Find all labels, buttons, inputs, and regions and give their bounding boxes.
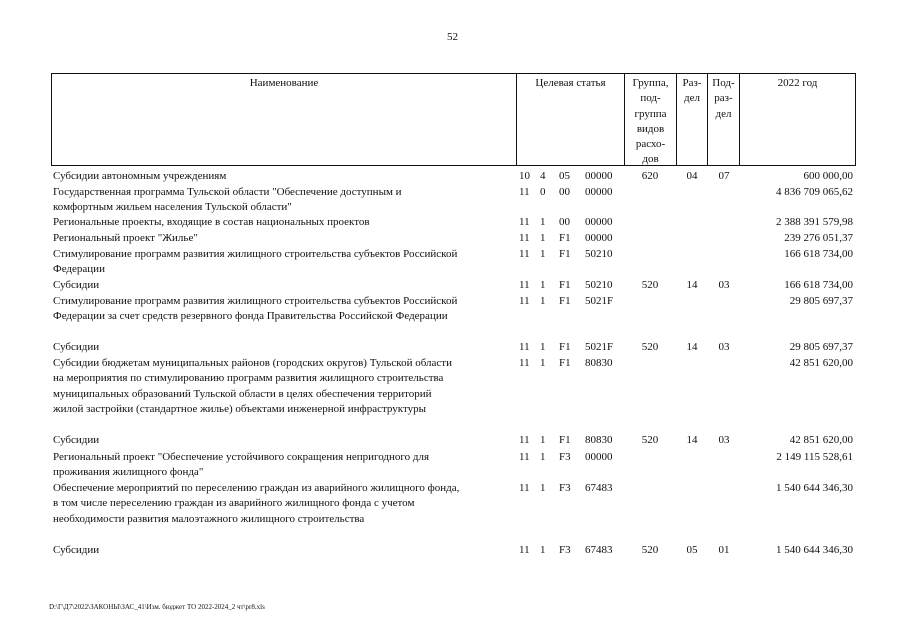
subprogram-code: 0	[540, 186, 546, 198]
row-name-line: Субсидии	[53, 544, 100, 556]
expense-group-code: 620	[641, 170, 659, 182]
header-subsection-line: дел	[715, 107, 732, 120]
subprogram-code: 1	[540, 434, 546, 446]
amount-2022: 29 805 697,37	[789, 295, 853, 307]
row-name-line: необходимости развития малоэтажного жилищного строительства	[53, 512, 365, 525]
program-code: 11	[519, 341, 530, 353]
program-code: 11	[519, 357, 530, 369]
direction-code: 00000	[585, 186, 613, 198]
subprogram-code: 1	[540, 279, 546, 291]
row-name	[53, 433, 516, 448]
subsection-code: 01	[718, 544, 730, 556]
row-name	[53, 340, 516, 355]
project-code: F1	[559, 341, 571, 353]
amount-2022: 600 000,00	[803, 170, 853, 182]
row-name	[53, 185, 516, 216]
row-name-line: Региональный проект "Обеспечение устойчивого сокращения непригодного для	[53, 451, 430, 463]
subprogram-code: 1	[540, 295, 546, 307]
subprogram-code: 1	[540, 357, 546, 369]
amount-2022: 2 149 115 528,61	[776, 451, 853, 463]
row-name-line: Субсидии	[53, 434, 100, 446]
row-name-line: Государственная программа Тульской области "Обеспечение доступным и	[53, 186, 402, 198]
row-name-line: Федерации	[53, 263, 105, 276]
amount-2022: 42 851 620,00	[789, 357, 853, 369]
direction-code: 5021F	[585, 341, 614, 353]
subprogram-code: 1	[540, 232, 546, 244]
row-name-line: муниципальных образований Тульской области в целях обеспечения территорий	[53, 387, 432, 400]
header-name: Наименование	[249, 77, 319, 89]
project-code: 00	[559, 216, 570, 228]
row-name-line: Стимулирование программ развития жилищного строительства субъектов Российской	[53, 248, 458, 260]
direction-code: 5021F	[585, 295, 614, 307]
expense-group-code: 520	[641, 544, 659, 556]
header-expense-group-line: видов	[636, 122, 665, 135]
amount-2022: 2 388 391 579,98	[776, 216, 853, 228]
program-code: 11	[519, 232, 530, 244]
program-code: 11	[519, 451, 530, 463]
project-code: F1	[559, 279, 571, 291]
table-header	[51, 73, 856, 166]
subprogram-code: 1	[540, 544, 546, 556]
row-name-line: жилой застройки (стандартное жилье) объектами инженерной инфраструктуры	[53, 402, 427, 415]
section-code: 04	[686, 170, 698, 182]
subprogram-code: 1	[540, 248, 546, 260]
direction-code: 80830	[585, 434, 613, 446]
header-section-line: Раз-	[682, 77, 702, 89]
header-expense-group	[624, 74, 676, 165]
amount-2022: 1 540 644 346,30	[776, 482, 853, 494]
amount-2022: 1 540 644 346,30	[776, 544, 853, 556]
row-name-line: в том числе переселению граждан из аварийного жилищного фонда с учетом	[53, 497, 415, 510]
row-name-line: Федерации за счет средств резервного фонда Правительства Российской Федерации	[53, 310, 448, 323]
row-name-line: Субсидии автономным учреждениям	[53, 170, 227, 182]
amount-2022: 29 805 697,37	[789, 341, 853, 353]
row-name-line: Обеспечение мероприятий по переселению граждан из аварийного жилищного фонда,	[53, 482, 460, 494]
project-code: F1	[559, 248, 571, 260]
amount-2022: 4 836 709 065,62	[776, 186, 853, 198]
amount-2022: 166 618 734,00	[784, 279, 853, 291]
subprogram-code: 1	[540, 451, 546, 463]
row-name	[53, 543, 516, 558]
direction-code: 00000	[585, 232, 613, 244]
project-code: 00	[559, 186, 570, 198]
row-name-line: проживания жилищного фонда"	[53, 466, 204, 479]
header-expense-group-line: группа	[634, 107, 667, 120]
row-name	[53, 450, 516, 481]
expense-group-code: 520	[641, 341, 659, 353]
row-name	[53, 231, 516, 246]
section-code: 05	[686, 544, 698, 556]
project-code: F3	[559, 451, 571, 463]
subprogram-code: 4	[540, 170, 546, 182]
subprogram-code: 1	[540, 341, 546, 353]
project-code: F1	[559, 357, 571, 369]
expense-group-code: 520	[641, 434, 659, 446]
section-code: 14	[686, 341, 698, 353]
row-name	[53, 294, 516, 325]
program-code: 11	[519, 248, 530, 260]
header-subsection-line: Под-	[712, 77, 735, 89]
subsection-code: 03	[718, 279, 730, 291]
header-subsection-line: раз-	[714, 92, 733, 105]
section-code: 14	[686, 434, 698, 446]
row-name	[53, 278, 516, 293]
row-name-line: Субсидии	[53, 279, 100, 291]
direction-code: 00000	[585, 170, 613, 182]
expense-group-code: 520	[641, 279, 659, 291]
amount-2022: 239 276 051,37	[784, 232, 853, 244]
subsection-code: 03	[718, 434, 730, 446]
direction-code: 67483	[585, 544, 613, 556]
subsection-code: 07	[718, 170, 730, 182]
file-path-footer: D:\Г\Д7\2022\ЗАКОНЫ\ЗАС_41\Изм. бюджет ТО 2022-2024_2 чт\pr8.xls	[49, 603, 265, 611]
program-code: 11	[519, 482, 530, 494]
amount-2022: 42 851 620,00	[789, 434, 853, 446]
program-code: 11	[519, 216, 530, 228]
row-name-line: Субсидии	[53, 341, 100, 353]
header-section-line: дел	[684, 92, 700, 105]
row-name-line: Стимулирование программ развития жилищного строительства субъектов Российской	[53, 295, 458, 307]
subprogram-code: 1	[540, 482, 546, 494]
header-expense-group-line: расхо-	[635, 138, 666, 151]
project-code: F1	[559, 232, 571, 244]
row-name-line: Региональные проекты, входящие в состав национальных проектов	[53, 216, 370, 228]
row-name	[53, 481, 516, 527]
amount-2022: 166 618 734,00	[784, 248, 853, 260]
program-code: 10	[519, 170, 530, 182]
row-name-line: Субсидии бюджетам муниципальных районов (городских округов) Тульской области	[53, 357, 452, 369]
row-name-line: комфортным жильем населения Тульской области"	[53, 201, 292, 214]
row-name-line: Региональный проект "Жилье"	[53, 232, 198, 244]
direction-code: 00000	[585, 216, 613, 228]
project-code: 05	[559, 170, 570, 182]
page-number: 52	[447, 31, 458, 43]
project-code: F1	[559, 295, 571, 307]
direction-code: 67483	[585, 482, 613, 494]
direction-code: 80830	[585, 357, 613, 369]
program-code: 11	[519, 295, 530, 307]
header-subsection	[707, 74, 739, 165]
subprogram-code: 1	[540, 216, 546, 228]
direction-code: 00000	[585, 451, 613, 463]
project-code: F3	[559, 544, 571, 556]
header-year: 2022 год	[739, 74, 855, 165]
section-code: 14	[686, 279, 698, 291]
header-target-article: Целевая статья	[516, 74, 624, 165]
row-name	[53, 169, 516, 184]
direction-code: 50210	[585, 248, 613, 260]
header-expense-group-line: Группа,	[632, 77, 669, 89]
subsection-code: 03	[718, 341, 730, 353]
program-code: 11	[519, 186, 530, 198]
header-section	[676, 74, 707, 165]
direction-code: 50210	[585, 279, 613, 291]
program-code: 11	[519, 434, 530, 446]
project-code: F3	[559, 482, 571, 494]
project-code: F1	[559, 434, 571, 446]
program-code: 11	[519, 279, 530, 291]
row-name	[53, 215, 516, 230]
header-expense-group-line: дов	[642, 153, 659, 166]
row-name	[53, 247, 516, 278]
header-expense-group-line: под-	[640, 92, 661, 105]
row-name	[53, 356, 516, 417]
program-code: 11	[519, 544, 530, 556]
row-name-line: на мероприятия по стимулированию программ развития жилищного строительства	[53, 372, 444, 385]
